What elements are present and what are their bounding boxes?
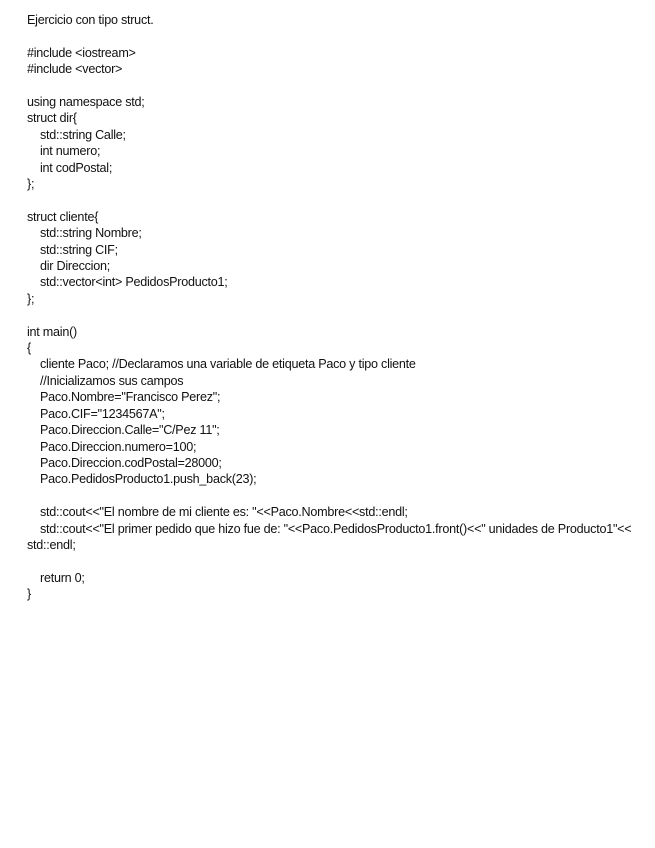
struct-dir-open: struct dir{ xyxy=(27,111,77,126)
struct-dir-close: }; xyxy=(27,177,35,192)
main-body-line: //Inicializamos sus campos xyxy=(40,373,184,388)
blank-line xyxy=(27,28,637,44)
main-signature: int main() xyxy=(27,324,77,339)
blank-line xyxy=(27,78,637,94)
struct-cliente-close: }; xyxy=(27,291,35,306)
return-line: return 0; xyxy=(40,570,85,585)
struct-field: std::string Nombre; xyxy=(40,226,142,241)
blank-line xyxy=(27,553,637,569)
struct-field: std::string Calle; xyxy=(40,127,126,142)
document-title: Ejercicio con tipo struct. xyxy=(27,13,154,27)
output-line-wrapped xyxy=(27,521,637,554)
main-body-line: Paco.Nombre="Francisco Perez"; xyxy=(40,390,221,405)
main-open-brace: { xyxy=(27,341,31,356)
output-line: std::cout<<"El nombre de mi cliente es: "<<Paco.Nombre<<std::endl; xyxy=(40,505,408,520)
struct-field: dir Direccion; xyxy=(40,259,110,274)
output-line-text: std::cout<<"El primer pedido que hizo fue de: "<<Paco.PedidosProducto1.front()<<" unidades de Producto1"<<std::endl; xyxy=(27,521,632,552)
main-body-line: Paco.Direccion.Calle="C/Pez 11"; xyxy=(40,423,220,438)
include-line: #include <iostream> xyxy=(27,45,136,60)
main-body-line: Paco.PedidosProducto1.push_back(23); xyxy=(40,472,257,487)
include-line: #include <vector> xyxy=(27,62,123,77)
struct-field: int codPostal; xyxy=(40,160,113,175)
using-line: using namespace std; xyxy=(27,95,145,109)
struct-field: std::string CIF; xyxy=(40,242,118,257)
main-body-line: cliente Paco; //Declaramos una variable de etiqueta Paco y tipo cliente xyxy=(40,357,416,372)
struct-cliente-open: struct cliente{ xyxy=(27,209,99,224)
struct-field: std::vector<int> PedidosProducto1; xyxy=(40,275,228,290)
main-close-brace: } xyxy=(27,587,31,602)
document-page xyxy=(27,12,637,603)
main-body-line: Paco.Direccion.codPostal=28000; xyxy=(40,455,222,470)
main-body-line: Paco.Direccion.numero=100; xyxy=(40,439,197,454)
blank-line xyxy=(27,307,637,323)
blank-line xyxy=(27,488,637,504)
struct-field: int numero; xyxy=(40,144,101,159)
blank-line xyxy=(27,192,637,208)
main-body-line: Paco.CIF="1234567A"; xyxy=(40,406,165,421)
